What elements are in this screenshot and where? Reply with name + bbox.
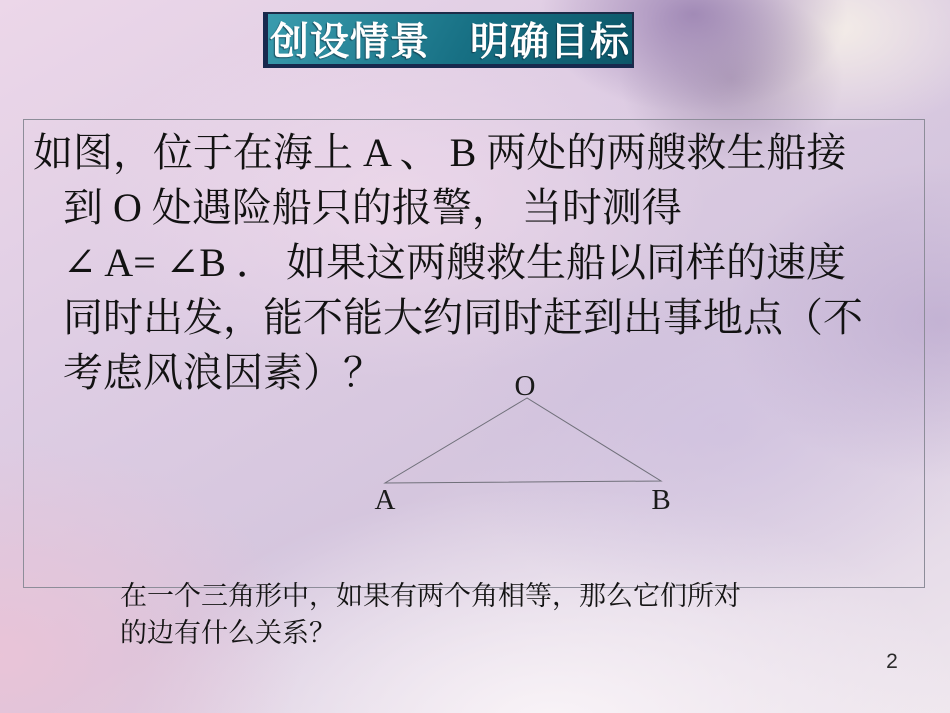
problem-text-line: 如图，位于在海上 A 、 B 两处的两艘救生船接 xyxy=(33,130,847,175)
problem-text-line: 同时出发，能不能大约同时赶到出事地点（不 xyxy=(63,295,863,340)
vertex-label-a: A xyxy=(374,484,396,516)
vertex-label-o: O xyxy=(514,370,536,402)
question-text xyxy=(120,578,880,652)
title-banner xyxy=(263,12,634,68)
question-text-line: 的边有什么关系？ xyxy=(120,618,336,648)
question-text-line: 在一个三角形中，如果有两个角相等，那么它们所对 xyxy=(120,581,741,611)
problem-text xyxy=(33,125,928,400)
triangle-shape xyxy=(385,398,661,483)
problem-text-line: 考虑风浪因素）？ xyxy=(63,350,383,395)
vertex-label-b: B xyxy=(651,484,671,516)
page-number: 2 xyxy=(886,650,898,673)
slide-title: 创设情景 明确目标 xyxy=(269,21,630,64)
problem-text-line: ∠ A= ∠B ． 如果这两艘救生船以同样的速度 xyxy=(63,240,846,285)
problem-text-line: 到 O 处遇险船只的报警， 当时测得 xyxy=(63,185,682,230)
